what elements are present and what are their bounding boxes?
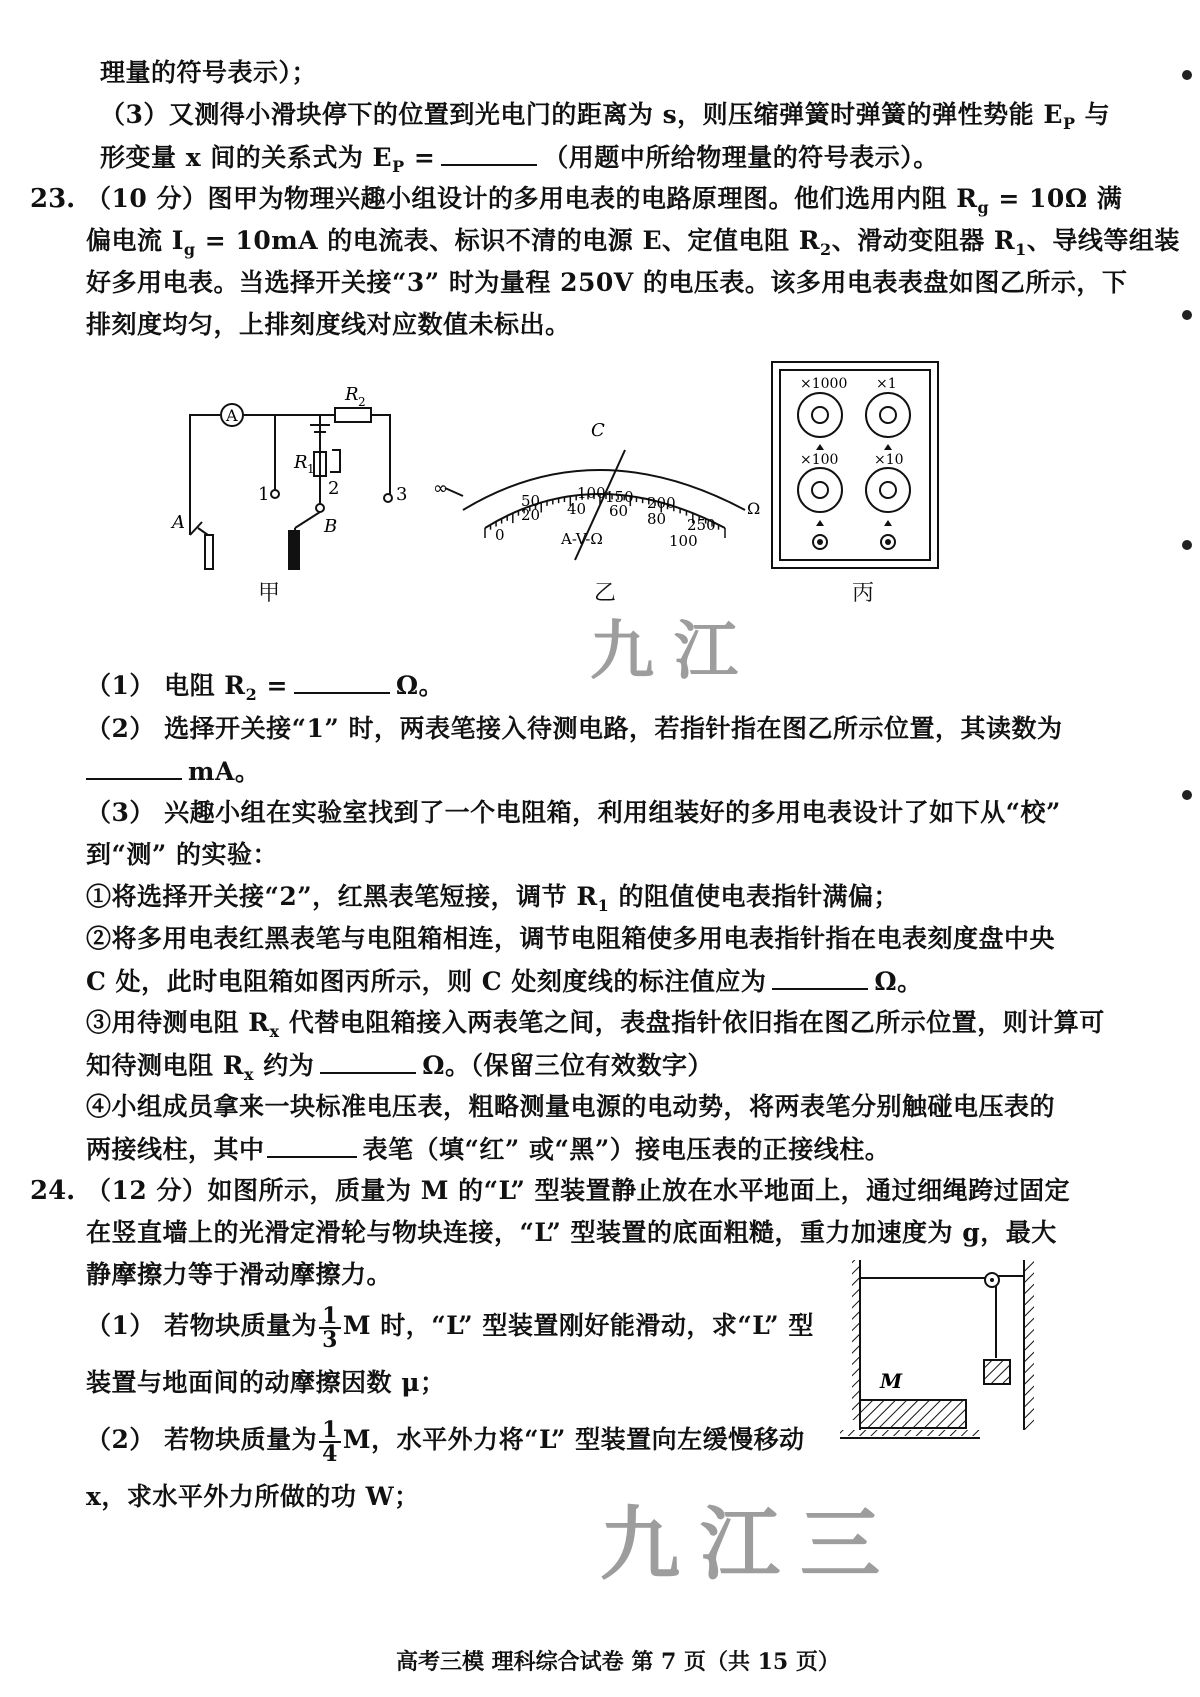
q23-step4: ④小组成员拿来一块标准电压表，粗略测量电源的电动势，将两表笔分别触碰电压表的 [86, 1092, 1056, 1121]
answer-blank[interactable] [772, 964, 868, 990]
r1-label-sub: 1 [307, 462, 315, 476]
tick-label: 200 [647, 494, 676, 512]
q23-step2-cont: C 处，此时电阻箱如图丙所示，则 C 处刻度线的标注值应为 Ω。 [86, 964, 923, 999]
tick-label: 100 [577, 484, 606, 502]
ammeter-label: A [226, 406, 238, 425]
q23-part3: （3） 兴趣小组在实验室找到了一个电阻箱，利用组装好的多用电表设计了如下从“校” [86, 798, 1061, 827]
terminal-2-label: 2 [328, 478, 340, 499]
answer-blank[interactable] [320, 1048, 416, 1074]
dial-label: ×100 [800, 452, 839, 468]
dial-label: ×10 [874, 452, 904, 468]
binding-dot [1182, 70, 1192, 80]
tick-label: 250 [687, 516, 716, 534]
figure-label-bing: 丙 [852, 581, 875, 606]
q22-part3: （3）又测得小滑块停下的位置到光电门的距离为 s，则压缩弹簧时弹簧的弹性势能 $E_P$ 与 [100, 100, 1111, 133]
tick-label: 60 [609, 502, 629, 520]
q24-stem-2: 在竖直墙上的光滑定滑轮与物块连接，“L” 型装置的底面粗糙，重力加速度为 g，最大 [86, 1218, 1057, 1247]
terminal-1-label: 1 [258, 484, 270, 505]
q24-part2-cont: x，求水平外力所做的功 W； [86, 1482, 420, 1511]
r1-label: R [294, 452, 308, 473]
figure-label-jia: 甲 [258, 581, 281, 606]
binding-dot [1182, 540, 1192, 550]
handwritten-stamp: 九江三 [600, 1498, 900, 1591]
q23-part2: （2） 选择开关接“1” 时，两表笔接入待测电路，若指针指在图乙所示位置，其读数为 [86, 714, 1063, 743]
q23-stem-2: 偏电流 $I_g = 10mA$ 的电流表、标识不清的电源 E、定值电阻 $R_2$、滑动变阻器 $R_1$、导线等组装 [86, 226, 1180, 259]
mass-label: M [880, 1369, 903, 1393]
avo-label: A-V-Ω [561, 530, 603, 548]
dial-label: ×1 [876, 376, 897, 392]
r2-label: R [345, 384, 359, 405]
answer-blank[interactable] [267, 1132, 357, 1158]
tick-label: 40 [567, 500, 587, 518]
q23-part2-cont: mA。 [86, 754, 260, 789]
page-footer: 高考三模 理科综合试卷 第 7 页（共 15 页） [396, 1649, 840, 1675]
r2-label-sub: 2 [358, 395, 366, 409]
q23-part3-cont: 到“测” 的实验： [86, 840, 278, 869]
tick-label: 150 [605, 488, 634, 506]
binding-dot [1182, 310, 1192, 320]
meter-dial [425, 410, 765, 600]
question-number: 24. [30, 1176, 76, 1206]
q22-line-0: 理量的符号表示）； [100, 58, 318, 87]
tick-label: 20 [521, 506, 541, 524]
q24-part1-cont: 装置与地面间的动摩擦因数 μ； [86, 1368, 446, 1397]
q24-part2: （2） 若物块质量为 $\frac{1}{4}$ M，水平外力将“L” 型装置向左缓慢移动 [86, 1416, 805, 1467]
q23-stem-4: 排刻度均匀，上排刻度线对应数值未标出。 [86, 310, 571, 339]
question-number: 23. [30, 184, 76, 214]
q23-stem-1: （10 分）图甲为物理兴趣小组设计的多用电表的电路原理图。他们选用内阻 $R_g = 10\Omega$ 满 [86, 184, 1123, 217]
center-mark-c: C [591, 420, 605, 441]
binding-dot [1182, 790, 1192, 800]
q23-step2: ②将多用电表红黑表笔与电阻箱相连，调节电阻箱使多用电表指针指在电表刻度盘中央 [86, 924, 1056, 953]
tick-label: 50 [521, 492, 541, 510]
q23-part1: （1） 电阻 $R_2 = \Omega$。 [86, 668, 444, 712]
figure-label-yi: 乙 [594, 581, 617, 606]
q23-stem-3: 好多用电表。当选择开关接“3” 时为量程 250V 的电压表。该多用电表表盘如图乙所示，下 [86, 268, 1128, 297]
probe-a-label: A [172, 512, 185, 533]
q24-stem-3: 静摩擦力等于滑动摩擦力。 [86, 1260, 393, 1289]
infinity-symbol: ∞ [433, 478, 448, 499]
q23-step3: ③用待测电阻 $R_x$ 代替电阻箱接入两表笔之间，表盘指针依旧指在图乙所示位置，则计算可 [86, 1008, 1105, 1041]
circuit-diagram [170, 380, 430, 580]
tick-label: 100 [669, 532, 698, 550]
q24-part1: （1） 若物块质量为 $\frac{1}{3}$ M 时，“L” 型装置刚好能滑动，求“L” 型 [86, 1302, 814, 1353]
probe-b-label: B [324, 516, 338, 537]
terminal-3-label: 3 [396, 484, 408, 505]
resistance-box [770, 360, 940, 570]
q23-step4-cont: 两接线柱，其中 表笔（填“红” 或“黑”）接电压表的正接线柱。 [86, 1132, 890, 1167]
answer-blank[interactable] [441, 140, 537, 166]
q24-stem-1: （12 分）如图所示，质量为 M 的“L” 型装置静止放在水平地面上，通过细绳跨过固定 [86, 1176, 1071, 1205]
q23-step1: ①将选择开关接“2”，红黑表笔短接，调节 $R_1$ 的阻值使电表指针满偏； [86, 882, 899, 915]
answer-blank[interactable] [294, 668, 390, 694]
tick-label: 80 [647, 510, 667, 528]
handwritten-stamp: 九江 [590, 615, 758, 689]
dial-label: ×1000 [800, 376, 848, 392]
l-shaped-device-figure [830, 1250, 1050, 1440]
answer-blank[interactable] [86, 754, 182, 780]
q23-step3-cont: 知待测电阻 $R_x$ 约为 Ω。（保留三位有效数字） [86, 1048, 713, 1092]
q22-part3-cont: 形变量 x 间的关系式为 $E_P$ = （用题中所给物理量的符号表示）。 [100, 140, 939, 184]
ohm-symbol: Ω [747, 499, 761, 518]
tick-label: 0 [495, 526, 505, 544]
